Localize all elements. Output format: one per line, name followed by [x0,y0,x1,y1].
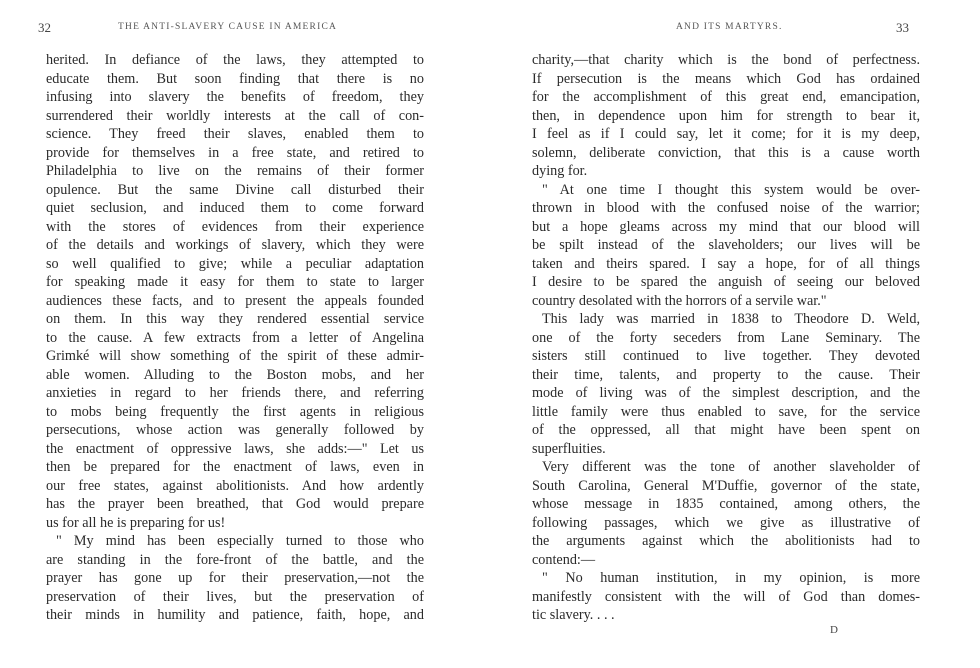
text-line: Philadelphia to live on the remains of their former [46,163,424,179]
text-line: their minds in humility and patience, faith, hope, and [46,607,424,623]
text-line: following passages, which we give as illustrative of [532,514,920,531]
text-line: surrendered their worldly interests at the call of con- [46,107,424,124]
text-line: country desolated with the horrors of a servile war." [532,292,827,309]
text-line: to the cause. A few extracts from a letter of Angelina [46,329,424,346]
text-line: the arguments against which the abolitionists had to [532,533,920,549]
right-page [490,0,980,668]
text-line: anxieties in regard to her friends there, and referring [46,385,424,401]
text-line: infusing into slavery the benefits of freedom, they [46,89,424,105]
text-line: taken and theirs spared. I say a hope, for of all things [532,255,920,272]
text-line: but a hope gleams across my mind that our blood will [532,218,920,235]
text-line: sisters still continued to live together. They devoted [532,348,920,364]
text-line: of the oppressed, all that might have been spent on [532,422,920,438]
running-head: THE ANTI-SLAVERY CAUSE IN AMERICA [118,22,338,32]
text-line: the enactment of oppressive laws, she adds:—" Let us [46,440,424,457]
text-line: has the prayer been breathed, that God would prepare [46,496,424,512]
text-line: so well qualified to give; while a peculiar adaptation [46,255,424,272]
text-line: If persecution is the means which God has ordained [532,70,920,87]
text-line: provide for themselves in a free state, and retired to [46,144,424,161]
text-line: manifestly consistent with the will of God than domes- [532,588,920,605]
page-number: 33 [896,20,909,35]
text-line: Grimké will show something of the spirit of these admir- [46,348,424,364]
text-line: opulence. But the same Divine call disturbed their [46,181,424,198]
text-line: then, in dependence upon him for strength to bear it, [532,107,920,124]
text-line: charity,—that charity which is the bond of perfectness. [532,52,920,68]
body-text [532,51,920,625]
text-line: science. They freed their slaves, enabled them to [46,126,424,142]
text-line: " No human institution, in my opinion, is more [542,570,920,586]
text-line: preservation of their lives, but the preservation of [46,588,424,605]
text-line: of the details and workings of slavery, which they were [46,237,424,253]
text-line: dying for. [532,163,588,179]
text-line: our free states, against abolitionists. And how ardently [46,477,424,494]
text-line: audiences these facts, and to present the appeals founded [46,292,424,309]
text-line: solemn, deliberate conviction, that this is a cause worth [532,144,920,161]
text-line: I feel as if I could say, let it come; for it is my deep, [532,126,920,142]
text-line: to mobs being frequently the first agents in religious [46,403,424,420]
text-line: herited. In defiance of the laws, they attempted to [46,52,424,68]
text-line: South Carolina, General M'Duffie, governor of the state, [532,477,920,494]
body-text [46,51,424,625]
text-line: us for all he is preparing for us! [46,514,226,531]
text-line: contend:— [532,551,596,568]
text-line: superfluities. [532,440,606,457]
text-line: This lady was married in 1838 to Theodore D. Weld, [542,311,920,327]
text-line: on them. In this way they rendered essential service [46,311,424,327]
text-line: tic slavery. . . . [532,607,615,623]
text-line: persecutions, whose action was generally followed by [46,422,424,438]
text-line: quiet seclusion, and induced them to come forward [46,200,424,216]
text-line: whose message in 1835 contained, among others, the [532,496,920,512]
text-line: are standing in the fore-front of the battle, and the [46,551,424,568]
text-line: then be prepared for the enactment of laws, even in [46,459,424,475]
text-line: I desire to be spared the anguish of seeing our beloved [532,274,920,290]
text-line: Very different was the tone of another slaveholder of [542,459,920,475]
text-line: their time, talents, and property to the cause. Their [532,366,920,383]
text-line: little family were thus enabled to save, for the service [532,403,920,420]
signature-mark: D [830,624,838,636]
text-line: able women. Alluding to the Boston mobs, and her [46,366,424,383]
text-line: for the accomplishment of this great end, emancipation, [532,89,920,105]
text-line: be spilt instead of the slaveholders; our lives will be [532,237,920,253]
text-line: " At one time I thought this system would be over- [542,181,920,198]
text-line: " My mind has been especially turned to those who [56,533,424,549]
text-line: for speaking made it easy for them to state to larger [46,274,424,290]
page-number: 32 [38,20,51,35]
text-line: with the stores of evidences from their experience [46,218,424,235]
text-line: educate them. But soon finding that there is no [46,70,424,87]
text-line: mode of living was of the simplest description, and the [532,385,920,401]
text-line: thrown in blood with the confused noise of the warrior; [532,200,920,216]
running-head: AND ITS MARTYRS. [676,22,783,32]
text-line: one of the forty seceders from Lane Seminary. The [532,329,920,346]
text-line: prayer has gone up for their preservation,—not the [46,570,424,586]
